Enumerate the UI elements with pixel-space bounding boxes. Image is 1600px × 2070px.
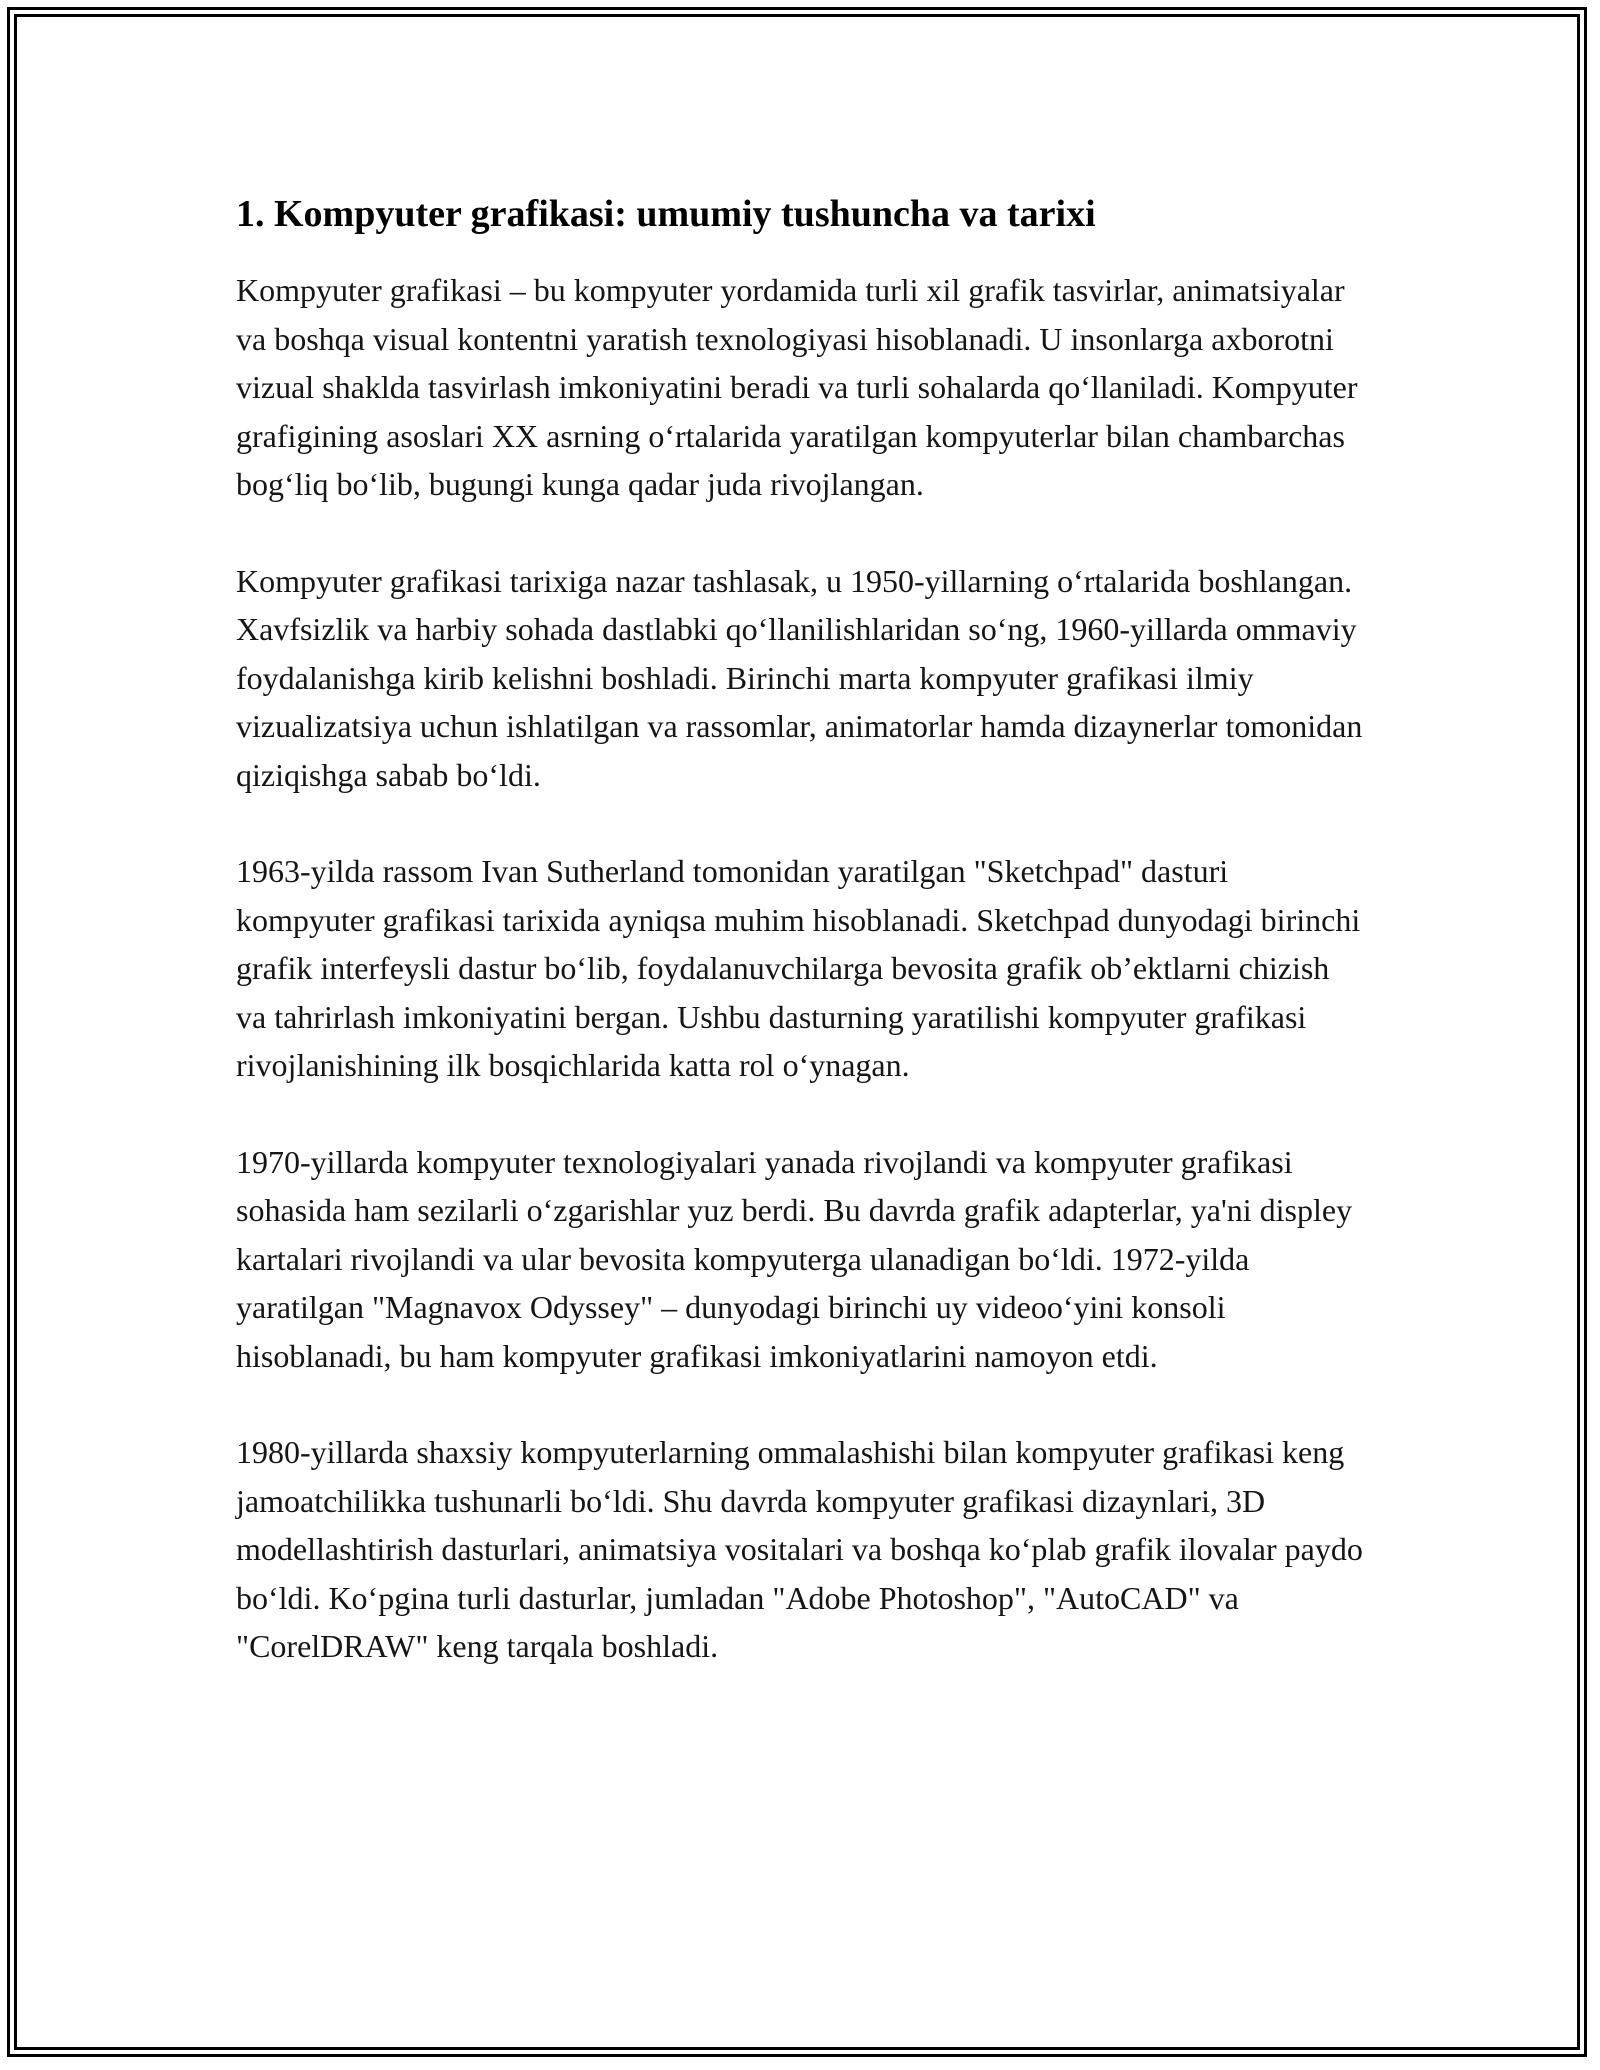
document-body bbox=[236, 190, 1366, 1719]
paragraph-sketchpad: 1963-yilda rassom Ivan Sutherland tomonidan yaratilgan "Sketchpad" dasturi kompyuter grafikasi tarixida ayniqsa muhim hisoblanadi. Sketchpad dunyodagi birinchi grafik interfeysli dastur boʻlib, foydalanuvchilarga bevosita grafik obʼektlarni chizish va tahrirlash imkoniyatini bergan. Ushbu dasturning yaratilishi kompyuter grafikasi rivojlanishining ilk bosqichlarida katta rol oʻynagan. bbox=[236, 853, 1361, 1083]
paragraph-history-1950s: Kompyuter grafikasi tarixiga nazar tashlasak, u 1950-yillarning oʻrtalarida boshlangan. Xavfsizlik va harbiy sohada dastlabki qoʻllanilishlaridan soʻng, 1960-yillarda ommaviy foydalanishga kirib kelishni boshladi. Birinchi marta kompyuter grafikasi ilmiy vizualizatsiya uchun ishlatilgan va rassomlar, animatorlar hamda dizaynerlar tomonidan qiziqishga sabab boʻldi. bbox=[236, 562, 1363, 793]
paragraph-definition: Kompyuter grafikasi – bu kompyuter yordamida turli xil grafik tasvirlar, animatsiyalar va boshqa visual kontentni yaratish texnologiyasi hisoblanadi. U insonlarga axborotni vizual shaklda tasvirlash imkoniyatini beradi va turli sohalarda qoʻllaniladi. Kompyuter grafigining asoslari XX asrning oʻrtalarida yaratilgan kompyuterlar bilan chambarchas bogʻliq boʻlib, bugungi kunga qadar juda rivojlangan. bbox=[236, 272, 1358, 502]
paragraph-1970s: 1970-yillarda kompyuter texnologiyalari yanada rivojlandi va kompyuter grafikasi sohasida ham sezilarli oʻzgarishlar yuz berdi. Bu davrda grafik adapterlar, ya'ni displey kartalari rivojlandi va ular bevosita kompyuterga ulanadigan boʻldi. 1972-yilda yaratilgan "Magnavox Odyssey" – dunyodagi birinchi uy videooʻyini konsoli hisoblanadi, bu ham kompyuter grafikasi imkoniyatlarini namoyon etdi. bbox=[236, 1143, 1353, 1374]
section-heading: 1. Kompyuter grafikasi: umumiy tushuncha va tarixi bbox=[236, 193, 1096, 235]
paragraph-1980s: 1980-yillarda shaxsiy kompyuterlarning ommalashishi bilan kompyuter grafikasi keng jamoatchilikka tushunarli boʻldi. Shu davrda kompyuter grafikasi dizaynlari, 3D modellashtirish dasturlari, animatsiya vositalari va boshqa koʻplab grafik ilovalar paydo boʻldi. Koʻpgina turli dasturlar, jumladan "Adobe Photoshop", "AutoCAD" va "CorelDRAW" keng tarqala boshladi. bbox=[236, 1434, 1363, 1664]
